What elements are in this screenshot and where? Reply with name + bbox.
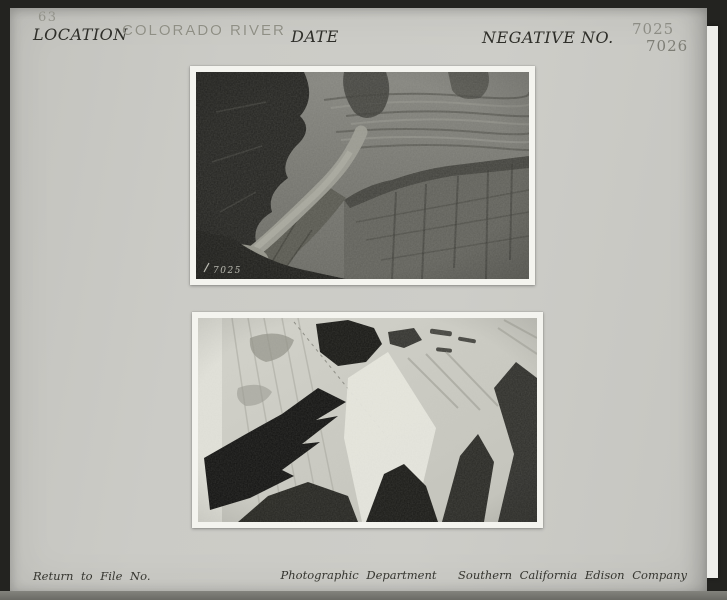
location-label: LOCATION (33, 25, 128, 44)
return-to-file-label: Return to File No. (33, 569, 151, 583)
negative-number-stamp-2: 7026 (646, 37, 689, 55)
location-value-stamp: COLORADO RIVER (122, 22, 286, 39)
file-number-stamp: 63 (38, 10, 58, 25)
company-label: Southern California Edison Company (458, 568, 687, 582)
date-label: DATE (291, 27, 339, 46)
scan-bottom-edge (0, 591, 727, 600)
photo-card-bottom (192, 312, 543, 528)
photo-card-top (190, 66, 535, 285)
photo-colorado-river-canyon (196, 72, 529, 279)
negative-no-label: NEGATIVE NO. (482, 28, 614, 47)
photo-canyon-cliffs-shadows (198, 318, 537, 522)
negative-number-stamp-1: 7025 (632, 20, 675, 38)
department-label: Photographic Department (280, 568, 437, 582)
album-page (10, 8, 707, 591)
